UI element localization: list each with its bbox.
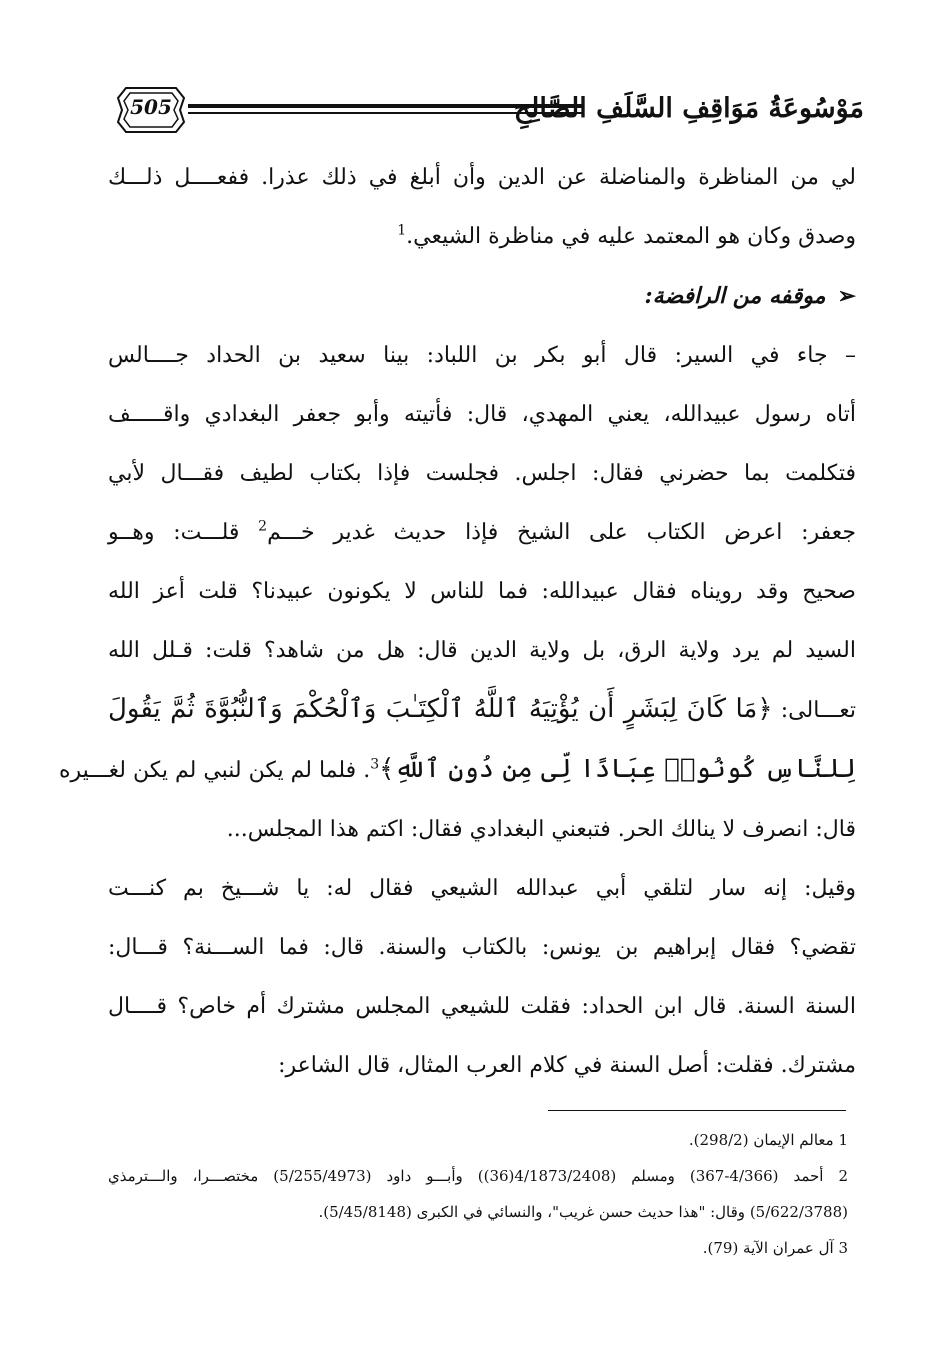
series-title: مَوْسُوعَةُ مَوَاقِفِ السَّلَفِ الصَّالِحِ [513,93,864,124]
quran-intro: تعـــالى: [772,698,856,723]
page-body [59,148,856,1095]
body-line [108,680,856,740]
footnote-1: 1 معالم الإيمان (298/2). [688,1131,848,1149]
page-number-badge [114,84,188,136]
footnotes [108,1122,848,1266]
body-line: أتاه رسول عبيدالله، يعني المهدي، قال: فأتيته وأبو جعفر البغدادي واقـــــف [108,402,856,427]
body-line-text: . فلما لم يكن لنبي لم يكن لغـــيره [59,758,371,783]
arrow-bullet-icon: ➢ [837,283,856,309]
footnote-ref-2: 2 [258,518,268,535]
body-line: قال: انصرف لا ينالك الحر. فتبعني البغدادي فقال: اكتم هذا المجلس... [226,817,856,842]
body-line-text: قلـــت: وهــو [108,520,259,545]
body-line [108,207,856,266]
quran-verse-part1: ﴿مَا كَانَ لِبَشَرٍ أَن يُؤْتِيَهُ ٱللَّهُ ٱلْكِتَـٰبَ وَٱلْحُكْمَ وَٱلنُّبُوَّةَ ثُمَّ يَقُولَ [108,694,773,724]
body-line: السيد لم يرد ولاية الرق، بل ولاية الدين قال: هل من شاهد؟ قلت: قـلل الله [108,638,856,663]
footnote-2-cont: (5/622/3788) وقال: "هذا حديث حسن غريب"، والنسائي في الكبرى (5/45/8148). [318,1203,848,1221]
body-line-text: وصدق وكان هو المعتمد عليه في مناظرة الشيعي. [406,224,856,249]
page-header [100,82,864,140]
body-line [108,503,856,562]
body-line: صحيح وقد رويناه فقال عبيدالله: فما للناس لا يكونون عبيدنا؟ قلت أعز الله [108,579,856,604]
footnote-3: 3 آل عمران الآية (79). [702,1239,848,1257]
section-heading-text: موقفه من الرافضة: [644,283,826,309]
body-line: وقيل: إنه سار لتلقي أبي عبدالله الشيعي فقال له: يا شـــيخ بم كنـــت [108,876,856,901]
footnote-ref-1: 1 [397,222,407,239]
body-line: – جاء في السير: قال أبو بكر بن اللباد: بينا سعيد بن الحداد جــــالس [108,343,856,368]
footnote-ref-3: 3 [370,756,380,773]
quran-verse-part2: لِلنَّاسِ كُونُوا۟ عِبَادًا لِّى مِن دُونِ ٱللَّهِ﴾ [379,754,856,784]
page-number: 505 [130,95,172,119]
body-line [59,740,856,800]
body-line: السنة السنة. قال ابن الحداد: فقلت للشيعي المجلس مشترك أم خاص؟ قــــال [108,994,856,1019]
body-line: لي من المناظرة والمناضلة عن الدين وأن أبلغ في ذلك عذرا. ففعــــل ذلـــك [108,165,856,190]
body-line: تقضي؟ فقال إبراهيم بن يونس: بالكتاب والسنة. قال: فما الســـنة؟ قـــال: [108,935,856,960]
section-heading [108,266,856,326]
body-line: مشترك. فقلت: أصل السنة في كلام العرب المثال، قال الشاعر: [278,1053,856,1078]
body-line: فتكلمت بما حضرني فقال: اجلس. فجلست فإذا بكتاب لطيف فقـــال لأبي [108,461,856,486]
footnote-separator [548,1110,846,1111]
body-line-text: جعفر: اعرض الكتاب على الشيخ فإذا حديث غدير خـــم [267,520,856,545]
footnote-2: 2 أحمد (4/366-367) ومسلم (4/1873/2408(36)) وأبـــو داود (5/255/4973) مختصـــرا، والـــترمذي [108,1167,849,1185]
